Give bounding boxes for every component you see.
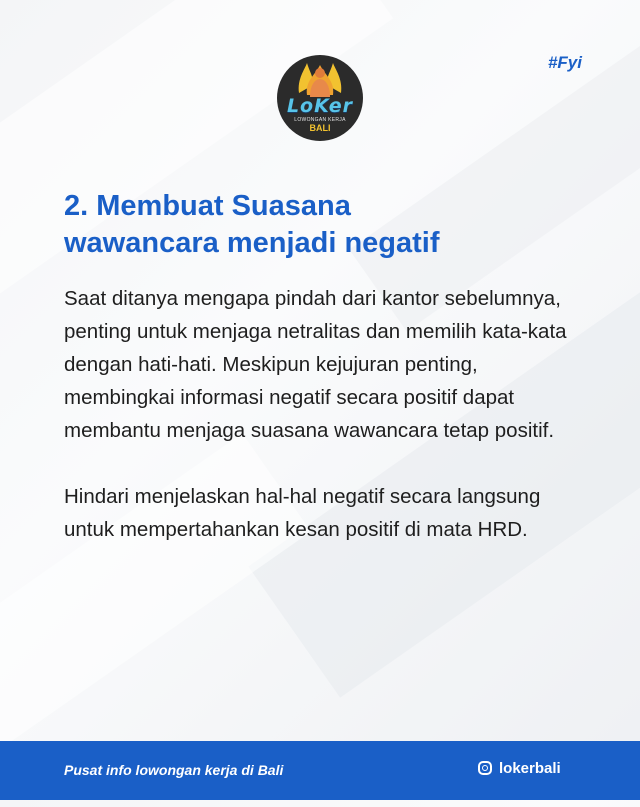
loker-bali-logo	[277, 55, 363, 141]
instagram-icon	[478, 761, 492, 775]
instagram-handle[interactable]: lokerbali	[499, 760, 561, 777]
page-title	[64, 188, 584, 262]
footer-bar	[0, 741, 640, 800]
footer-tagline: Pusat info lowongan kerja di Bali	[64, 762, 284, 778]
paragraph: Saat ditanya mengapa pindah dari kantor sebelumnya, penting untuk menjaga netralitas dan memilih kata-kata dengan hati-hati. Meskipun kejujuran penting, membingkai informasi negatif secara positif dapat membantu menjaga suasana wawancara tetap positif.	[64, 287, 567, 442]
fyi-hashtag: #Fyi	[547, 53, 582, 72]
background-shape	[0, 0, 393, 316]
title-line: 2. Membuat Suasana	[64, 190, 351, 222]
body-text	[64, 282, 584, 546]
logo-subtitle: LOWONGAN KERJA	[294, 117, 346, 123]
logo-region: BALI	[309, 123, 331, 133]
logo-wordmark: LoKer	[286, 95, 354, 117]
title-line: wawancara menjadi negatif	[64, 227, 440, 259]
paragraph: Hindari menjelaskan hal-hal negatif secara langsung untuk mempertahankan kesan positif di mata HRD.	[64, 485, 541, 541]
